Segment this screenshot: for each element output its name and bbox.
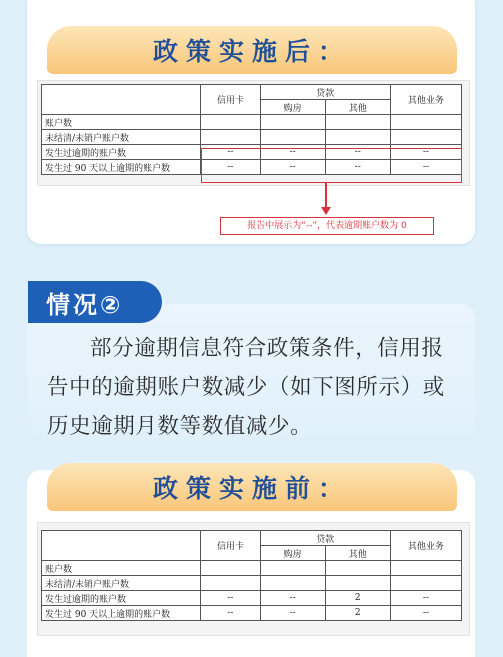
col-loan: 贷款	[260, 531, 390, 546]
after-policy-title: 政策实施后：	[152, 37, 351, 66]
table-cell	[260, 561, 325, 576]
table-cell	[390, 130, 461, 145]
row-label: 未结清/未销户账户数	[42, 576, 201, 591]
table-cell: --	[260, 606, 325, 621]
table-cell: --	[260, 591, 325, 606]
case-label-pill	[28, 281, 162, 323]
table-row	[42, 130, 462, 145]
col-other: 其他	[325, 546, 390, 561]
table-row	[42, 576, 462, 591]
table-cell	[325, 115, 390, 130]
table-cell: --	[390, 145, 461, 160]
table-cell: --	[325, 160, 390, 175]
table-cell	[325, 130, 390, 145]
row-label: 未结清/未销户账户数	[42, 130, 201, 145]
table-cell	[390, 561, 461, 576]
table-cell	[260, 115, 325, 130]
table-cell	[260, 576, 325, 591]
row-label: 发生过逾期的账户数	[42, 145, 201, 160]
before-policy-table	[41, 530, 462, 621]
table-cell: 2	[325, 591, 390, 606]
col-loan: 贷款	[260, 85, 390, 100]
table-cell	[260, 130, 325, 145]
table-cell	[201, 576, 260, 591]
table-cell: --	[390, 591, 461, 606]
row-label: 账户数	[42, 115, 201, 130]
table-cell: --	[390, 160, 461, 175]
table-row	[42, 606, 462, 621]
table-cell: --	[201, 160, 260, 175]
after-policy-banner	[47, 26, 457, 74]
table-cell: --	[201, 145, 260, 160]
table-cell	[201, 561, 260, 576]
table-row	[42, 115, 462, 130]
table-cell	[325, 561, 390, 576]
table-cell: --	[201, 606, 260, 621]
table-cell: --	[201, 591, 260, 606]
case-description: 部分逾期信息符合政策条件，信用报告中的逾期账户数减少（如下图所示）或历史逾期月数等数值减少。	[47, 336, 445, 439]
table-cell	[325, 576, 390, 591]
arrow-shaft	[325, 183, 327, 209]
after-highlight-box	[201, 148, 462, 183]
table-cell: 2	[325, 606, 390, 621]
col-credit-card: 信用卡	[201, 85, 260, 115]
before-policy-banner	[47, 463, 457, 511]
col-other-business: 其他业务	[390, 85, 461, 115]
table-cell: --	[325, 145, 390, 160]
col-mortgage: 购房	[260, 100, 325, 115]
row-label: 账户数	[42, 561, 201, 576]
table-row	[42, 561, 462, 576]
table-row	[42, 591, 462, 606]
annotation-note: 报告中展示为“--”，代表逾期账户数为 0	[220, 217, 434, 235]
row-label: 发生过 90 天以上逾期的账户数	[42, 606, 201, 621]
before-policy-title: 政策实施前：	[152, 474, 351, 503]
col-other: 其他	[325, 100, 390, 115]
case-label: 情况②	[46, 290, 124, 319]
table-cell	[390, 115, 461, 130]
col-other-business: 其他业务	[390, 531, 461, 561]
table-cell: --	[390, 606, 461, 621]
col-credit-card: 信用卡	[201, 531, 260, 561]
row-label: 发生过逾期的账户数	[42, 591, 201, 606]
table-cell: --	[260, 145, 325, 160]
col-mortgage: 购房	[260, 546, 325, 561]
arrow-down-icon	[321, 207, 331, 215]
table-cell: --	[260, 160, 325, 175]
row-label: 发生过 90 天以上逾期的账户数	[42, 160, 201, 175]
table-cell	[201, 115, 260, 130]
table-cell	[201, 130, 260, 145]
table-cell	[390, 576, 461, 591]
